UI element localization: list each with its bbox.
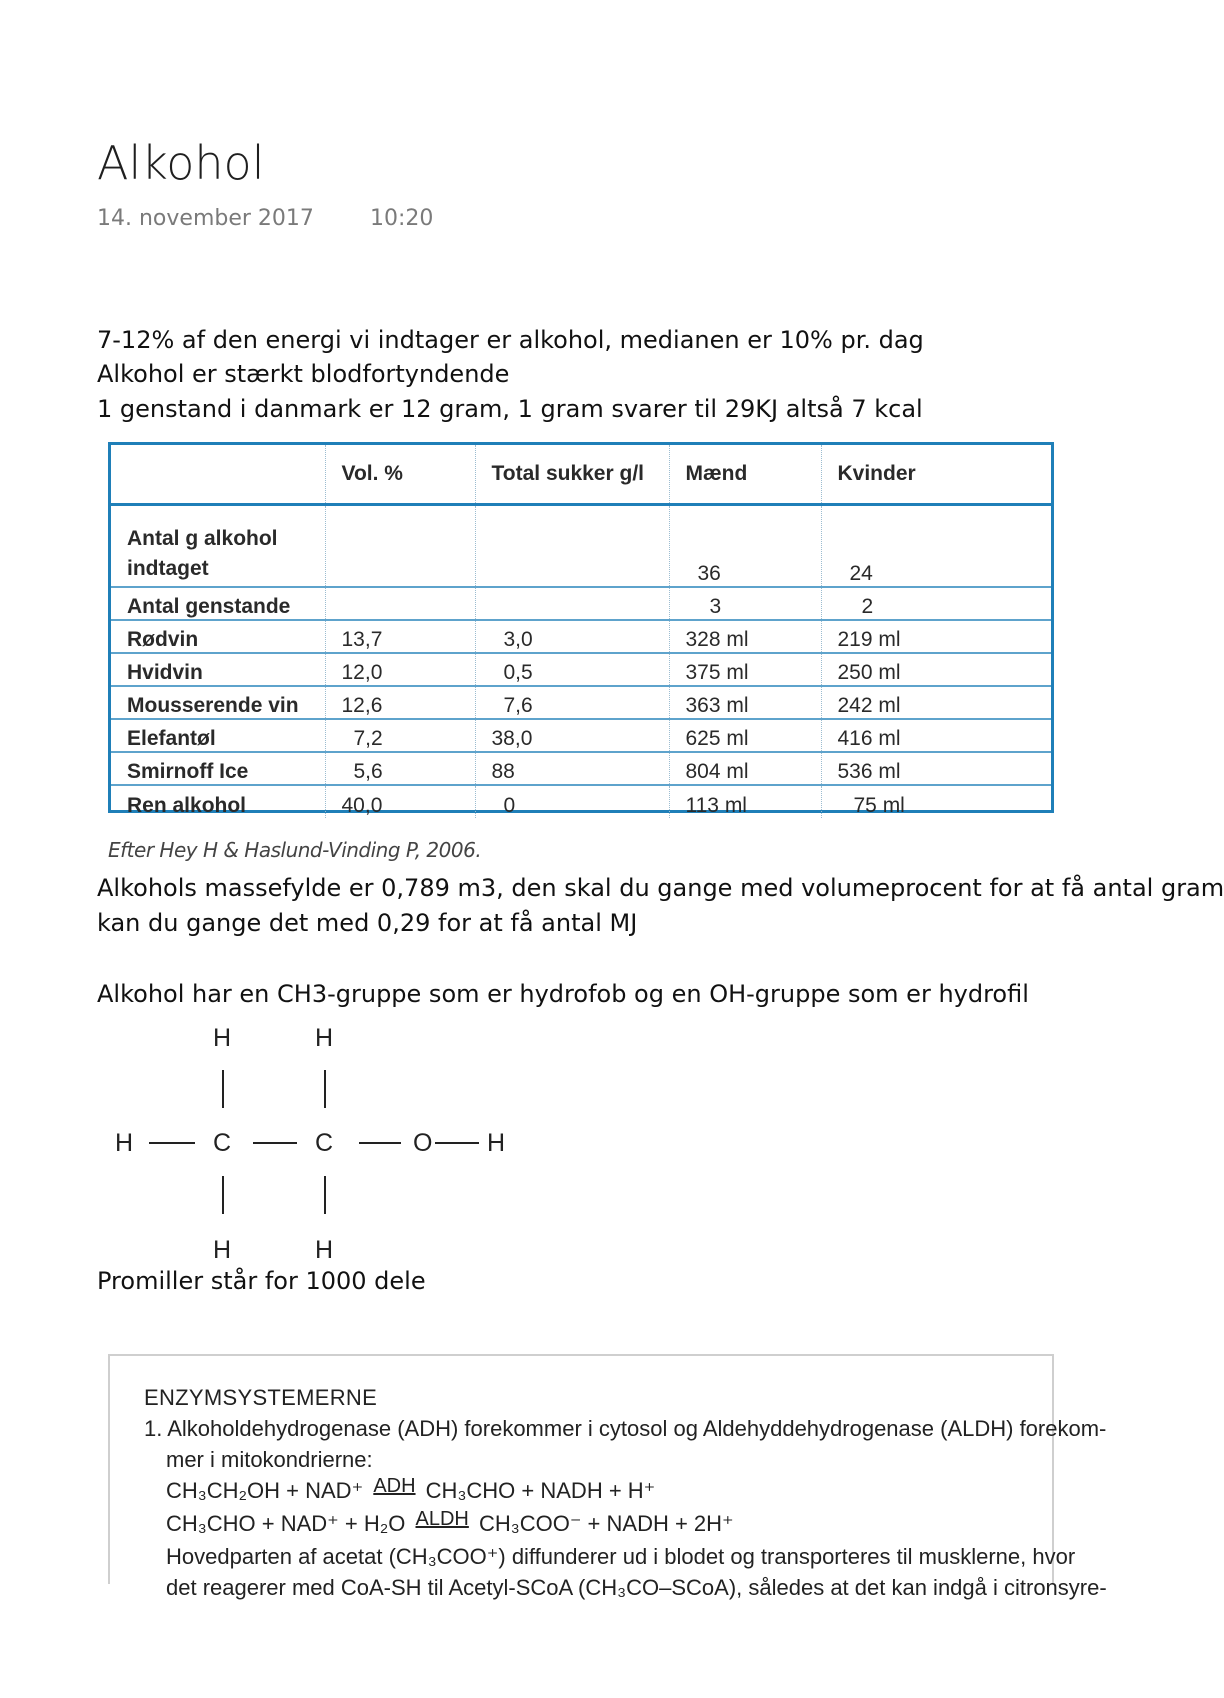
table-cell: 7,2 [325, 719, 475, 752]
table-cell: 5,6 [325, 752, 475, 785]
paragraph-blood: Alkohol er stærkt blodfortyndende [97, 360, 510, 388]
page-title: Alkohol [97, 136, 265, 190]
alcohol-table-grid [111, 445, 1051, 818]
atom-h: H [115, 1129, 134, 1157]
table-cell: 7,6 [475, 686, 669, 719]
atom-h: H [213, 1236, 232, 1264]
equation-aldh [144, 1508, 1107, 1541]
table-cell [325, 505, 475, 588]
table-cell: 12,6 [325, 686, 475, 719]
table-cell: 625 ml [669, 719, 821, 752]
table-cell: 75 ml [853, 794, 905, 817]
adh-arrow: ADH [373, 1475, 416, 1497]
equation-left: CH₃CHO + NAD⁺ + H₂O [166, 1511, 406, 1536]
table-cell: 3 [669, 587, 821, 620]
table-cell: Elefantøl [111, 719, 325, 752]
atom-h: H [213, 1024, 232, 1052]
enzyme-heading: ENZYMSYSTEMERNE [144, 1385, 378, 1410]
enzyme-text: 1. Alkoholdehydrogenase (ADH) forekommer i cytosol og Aldehyddehydrogenase (ALDH) forekom- [144, 1416, 1107, 1441]
atom-o: O [413, 1129, 433, 1157]
table-cell: 40,0 [325, 785, 475, 818]
table-row [111, 620, 1051, 653]
table-cell: 536 ml [821, 752, 1051, 785]
table-cell: 219 ml [821, 620, 1051, 653]
enzyme-text-cut: det reagerer med CoA-SH til Acetyl-SCoA (CH₃CO–SCoA), således at det kan indgå i citronsyre- [166, 1575, 1107, 1600]
table-cell: Ren alkohol [111, 785, 325, 818]
table-header: Kvinder [821, 445, 1051, 505]
table-cell: 250 ml [821, 653, 1051, 686]
table-row [111, 719, 1051, 752]
paragraph-groups: Alkohol har en CH3-gruppe som er hydrofob og en OH-gruppe som er hydrofil [97, 980, 1029, 1008]
table-cell: 3,0 [475, 620, 669, 653]
table-cell: Rødvin [111, 620, 325, 653]
table-cell: 0 [475, 785, 669, 818]
table-cell: 24 [821, 505, 1051, 588]
table-cell [475, 505, 669, 588]
table-cell: 2 [821, 587, 1051, 620]
table-cell [475, 587, 669, 620]
table-credit: Efter Hey H & Haslund-Vinding P, 2006. [108, 838, 482, 862]
table-header: Vol. % [325, 445, 475, 505]
table-header: Total sukker g/l [475, 445, 669, 505]
table-cell: 88 [475, 752, 669, 785]
table-cell: Antal genstande [111, 587, 325, 620]
equation-right: CH₃COO⁻ + NADH + 2H⁺ [478, 1511, 734, 1536]
table-cell: 804 ml [669, 752, 821, 785]
table-row [111, 752, 1051, 785]
table-cell: 113 ml [669, 785, 821, 818]
equation-adh [144, 1475, 1107, 1508]
table-cell: Antal g alkohol indtaget [111, 505, 325, 588]
enzyme-box [108, 1354, 1107, 1600]
paragraph-energy: 7-12% af den energi vi indtager er alkohol, medianen er 10% pr. dag [97, 326, 924, 354]
table-cell: 0,5 [475, 653, 669, 686]
table-cell: Mousserende vin [111, 686, 325, 719]
table-cell: 363 ml [669, 686, 821, 719]
table-row [111, 785, 1051, 818]
table-cell: 13,7 [325, 620, 475, 653]
page-time: 10:20 [370, 206, 434, 231]
table-header [111, 445, 325, 505]
table-header-row [111, 445, 1051, 505]
ethanol-structure [97, 1016, 517, 1266]
equation-right: CH₃CHO + NADH + H⁺ [425, 1478, 656, 1503]
enzyme-text: Hovedparten af acetat (CH₃COO⁺) diffunderer ud i blodet og transporteres til musklerne, hvor [166, 1544, 1076, 1569]
table-cell: 416 ml [821, 719, 1051, 752]
table-row [111, 686, 1051, 719]
table-header: Mænd [669, 445, 821, 505]
paragraph-mj: kan du gange det med 0,29 for at få antal MJ [97, 909, 638, 937]
table-cell: 242 ml [821, 686, 1051, 719]
paragraph-promille: Promiller står for 1000 dele [97, 1267, 426, 1295]
table-cell: 375 ml [669, 653, 821, 686]
table-cell: 38,0 [475, 719, 669, 752]
table-cell [325, 587, 475, 620]
table-cell: 12,0 [325, 653, 475, 686]
table-row [111, 653, 1051, 686]
enzyme-text: mer i mitokondrierne: [166, 1447, 373, 1472]
table-cell: 36 [669, 505, 821, 588]
equation-left: CH₃CH₂OH + NAD⁺ [166, 1478, 364, 1503]
aldh-arrow: ALDH [415, 1508, 469, 1530]
atom-c: C [213, 1129, 232, 1157]
page-date: 14. november 2017 [97, 206, 314, 231]
table-cell: Hvidvin [111, 653, 325, 686]
table-cell: 328 ml [669, 620, 821, 653]
atom-c: C [315, 1129, 334, 1157]
table-cell: Smirnoff Ice [111, 752, 325, 785]
atom-h: H [315, 1236, 334, 1264]
atom-h: H [315, 1024, 334, 1052]
alcohol-table [108, 442, 1054, 817]
paragraph-density: Alkohols massefylde er 0,789 m3, den skal du gange med volumeprocent for at få antal gram [97, 874, 1224, 902]
atom-h: H [487, 1129, 506, 1157]
paragraph-unit: 1 genstand i danmark er 12 gram, 1 gram svarer til 29KJ altså 7 kcal [97, 395, 923, 423]
table-row [111, 505, 1051, 588]
table-row [111, 587, 1051, 620]
